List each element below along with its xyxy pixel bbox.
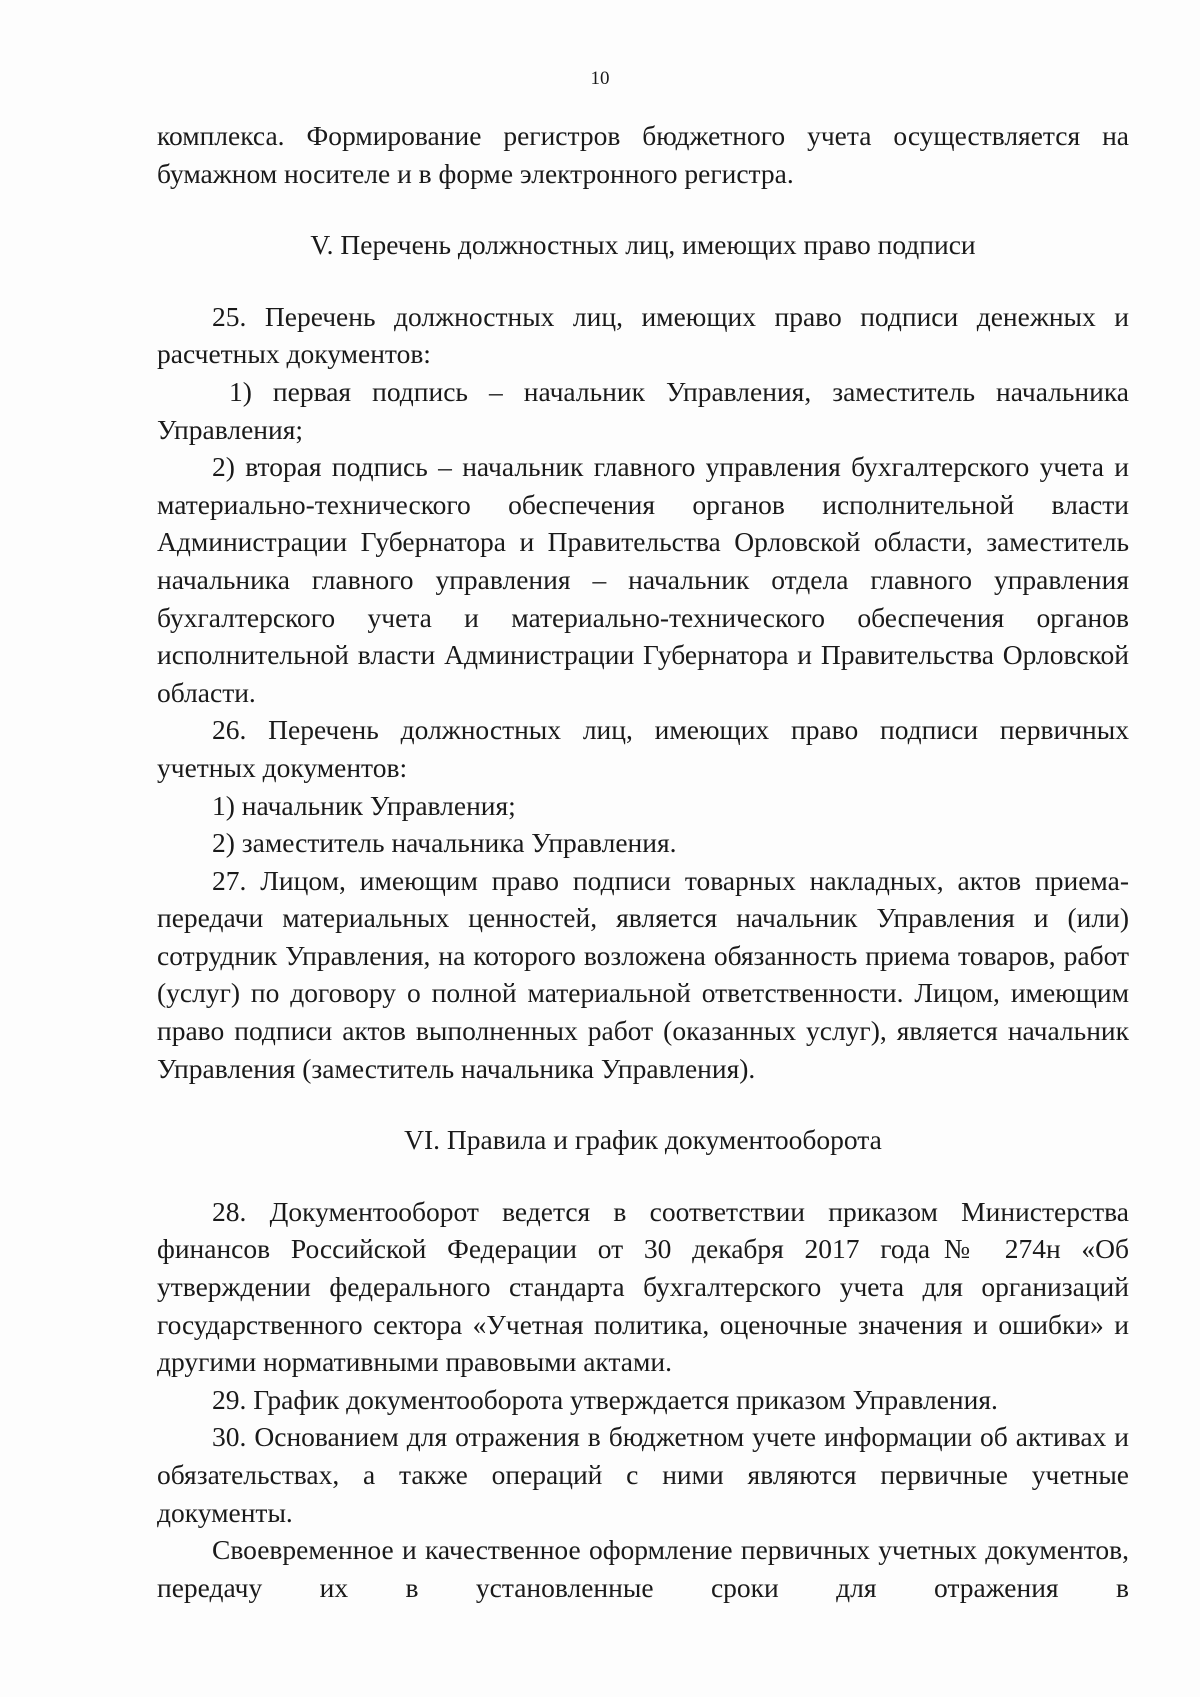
page-number: 10	[590, 68, 610, 89]
paragraph-30: 30. Основанием для отражения в бюджетном учете информации об активах и обязательствах, а также операций с ними являются первичные учетные документы.	[157, 1421, 1129, 1528]
paragraph-26-item-2: 2) заместитель начальника Управления.	[212, 827, 677, 859]
paragraph-29: 29. График документооборота утверждается приказом Управления.	[212, 1383, 998, 1415]
paragraph-25-item-2: 2) вторая подпись – начальник главного управления бухгалтерского учета и материально-технического обеспечения органов исполнительной власти Администрации Губернатора и Правительства Орловской области, заместитель начальника главного управления – начальник отдела главного управления бухгалтерского учета и материально-технического обеспечения органов исполнительной власти Администрации Губернатора и Правительства Орловской области.	[157, 451, 1129, 708]
section-vi-heading: VI. Правила и график документооборота	[404, 1124, 882, 1156]
paragraph-28: 28. Документооборот ведется в соответствии приказом Министерства финансов Российской Федерации от 30 декабря 2017 года№ 274н «Об утверждении федерального стандарта бухгалтерского учета для организаций государственного сектора «Учетная политика, оценочные значения и ошибки» и другими нормативными правовыми актами.	[157, 1195, 1129, 1378]
paragraph-27: 27. Лицом, имеющим право подписи товарных накладных, актов приема-передачи материальных ценностей, является начальник Управления и (или) сотрудник Управления, на которого возложена обязанность приема товаров, работ (услуг) по договору о полной материальной ответственности. Лицом, имеющим право подписи актов выполненных работ (оказанных услуг), является начальник Управления (заместитель начальника Управления).	[157, 864, 1129, 1084]
section-v-heading: V. Перечень должностных лиц, имеющих право подписи	[310, 229, 976, 261]
intro-paragraph: комплекса. Формирование регистров бюджетного учета осуществляется на бумажном носителе и в форме электронного регистра.	[157, 120, 1129, 189]
paragraph-25: 25. Перечень должностных лиц, имеющих право подписи денежных и расчетных документов:	[157, 300, 1129, 370]
paragraph-30-continuation: Своевременное и качественное оформление первичных учетных документов, передачу их в установленные сроки для отражения в	[157, 1534, 1129, 1603]
paragraph-26-item-1: 1) начальник Управления;	[212, 789, 516, 821]
paragraph-26: 26. Перечень должностных лиц, имеющих право подписи первичных учетных документов:	[157, 714, 1129, 783]
document-body	[157, 117, 1129, 1606]
paragraph-25-item-1: 1) первая подпись – начальник Управления, заместитель начальника Управления;	[157, 375, 1129, 445]
